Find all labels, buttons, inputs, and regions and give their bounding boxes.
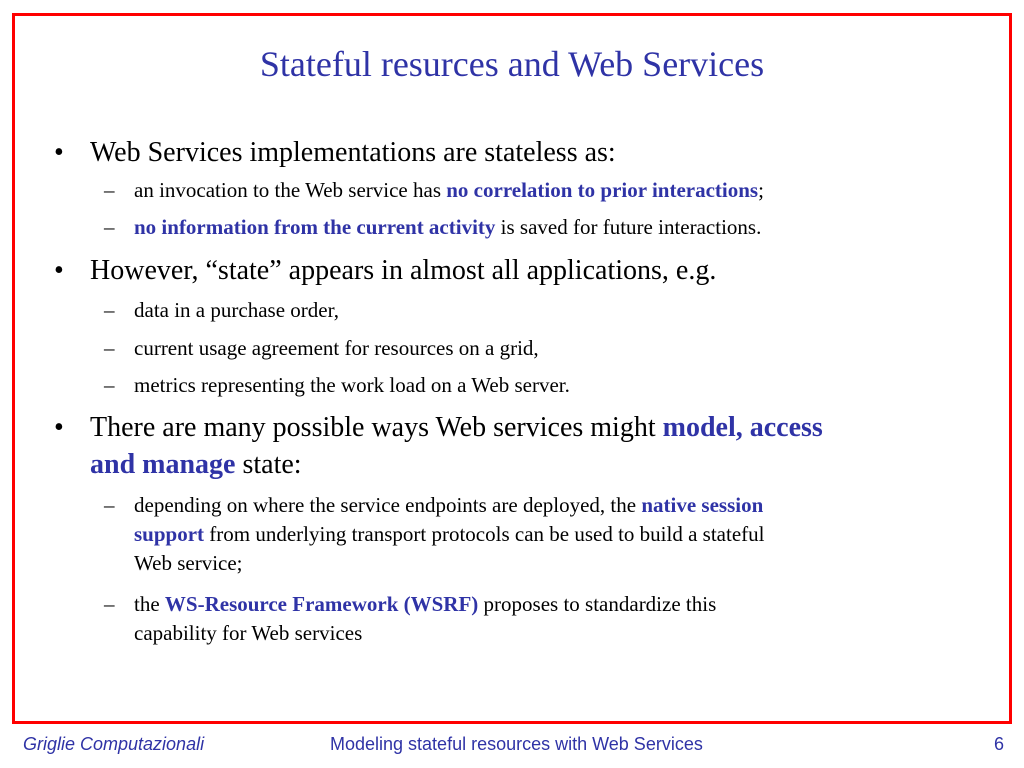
emphasis-text: native session: [641, 493, 764, 517]
dash-marker: –: [104, 493, 115, 517]
bullet-marker: •: [54, 137, 64, 168]
bullet-3-sub-2: [104, 590, 994, 619]
bullet-2-sub-1: [104, 296, 994, 325]
text-run: data in a purchase order,: [134, 298, 339, 322]
text-run: an invocation to the Web service has: [134, 178, 447, 202]
emphasis-text: WS-Resource Framework (WSRF): [164, 592, 479, 616]
text-run: is saved for future interactions.: [495, 215, 762, 239]
bullet-2-sub-2: [104, 334, 994, 363]
slide-title: Stateful resurces and Web Services: [259, 44, 765, 84]
bullet-3-sub-2-line-2: [134, 619, 994, 648]
bullet-2: [54, 253, 995, 288]
dash-marker: –: [104, 336, 115, 360]
emphasis-text: no correlation to prior interactions: [446, 178, 759, 202]
bullet-3-line-2: [90, 447, 995, 482]
text-run: metrics representing the work load on a Web server.: [134, 373, 570, 397]
emphasis-text: no information from the current activity: [134, 215, 496, 239]
bullet-1-sub-1: [104, 176, 994, 205]
text-run: ;: [758, 178, 764, 202]
bullet-1-text: Web Services implementations are stateless as:: [90, 137, 616, 168]
bullet-marker: •: [54, 412, 64, 443]
bullet-3-sub-1-line-3: [134, 549, 994, 578]
bullet-3: [54, 410, 995, 445]
bullet-3-sub-1: [104, 491, 994, 520]
text-run: proposes to standardize this: [478, 592, 717, 616]
dash-marker: –: [104, 298, 115, 322]
bullet-1: [54, 135, 995, 170]
text-run: the: [134, 592, 165, 616]
emphasis-text: support: [134, 522, 205, 546]
text-run: current usage agreement for resources on a grid,: [134, 336, 539, 360]
text-run: from underlying transport protocols can be used to build a stateful: [204, 522, 765, 546]
text-run: capability for Web services: [134, 621, 363, 645]
dash-marker: –: [104, 178, 115, 202]
text-run: There are many possible ways Web services might: [90, 412, 663, 443]
bullet-2-text: However, “state” appears in almost all applications, e.g.: [90, 255, 717, 286]
dash-marker: –: [104, 592, 115, 616]
footer-page-number: 6: [993, 734, 1004, 754]
dash-marker: –: [104, 373, 115, 397]
emphasis-text: model, access: [662, 412, 823, 443]
bullet-2-sub-3: [104, 371, 994, 400]
text-run: state:: [235, 449, 302, 480]
text-run: depending on where the service endpoints are deployed, the: [134, 493, 642, 517]
footer-presentation-title: Modeling stateful resources with Web Services: [330, 734, 703, 754]
dash-marker: –: [104, 215, 115, 239]
bullet-1-sub-2: [104, 213, 994, 242]
bullet-marker: •: [54, 255, 64, 286]
footer-course-name: Griglie Computazionali: [23, 734, 205, 754]
text-run: Web service;: [134, 551, 243, 575]
emphasis-text: and manage: [90, 449, 236, 480]
bullet-3-sub-1-line-2: [134, 520, 994, 549]
